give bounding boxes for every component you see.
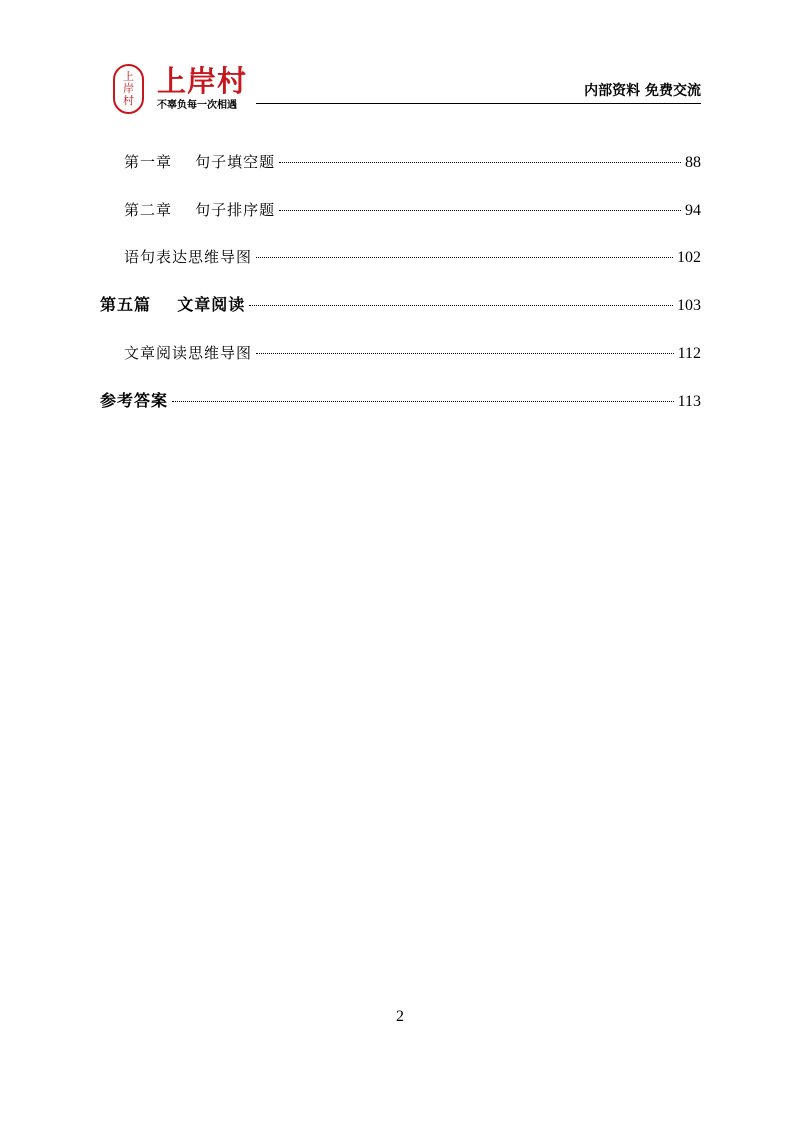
toc-entry[interactable] — [124, 151, 701, 173]
toc-entry-page: 102 — [677, 249, 701, 266]
logo-seal-text: 上 岸 村 — [123, 70, 134, 107]
toc-dot-leader — [172, 401, 674, 402]
toc-entry-title: 语句表达思维导图 — [124, 248, 253, 266]
toc-entry[interactable] — [124, 246, 701, 268]
brand-slogan: 不辜负每一次相遇 — [157, 100, 237, 111]
page-number: 2 — [396, 1008, 404, 1025]
toc-entry-page: 112 — [677, 345, 701, 362]
toc-section-page: 103 — [677, 297, 701, 314]
toc-entry-page: 94 — [685, 202, 701, 219]
toc-entry-title: 第一章 句子填空题 — [124, 153, 276, 171]
page-header — [0, 0, 800, 120]
brand-name: 上岸村 — [157, 64, 248, 98]
toc-entry-page: 88 — [685, 154, 701, 171]
logo-seal — [113, 64, 144, 114]
toc-section-title: 第五篇 文章阅读 — [100, 295, 246, 314]
toc-dot-leader — [249, 305, 673, 306]
toc-dot-leader — [256, 353, 674, 354]
toc-entry-title: 第二章 句子排序题 — [124, 201, 276, 219]
toc-dot-leader — [279, 210, 681, 211]
toc-entry[interactable] — [124, 342, 701, 364]
toc-entry[interactable] — [124, 199, 701, 221]
toc-section-title: 参考答案 — [100, 391, 169, 410]
header-note: 内部资料 免费交流 — [584, 83, 701, 99]
header-divider — [256, 103, 701, 104]
toc-dot-leader — [256, 257, 673, 258]
toc-dot-leader — [279, 162, 681, 163]
toc-entry-title: 文章阅读思维导图 — [124, 344, 253, 362]
toc-section-page: 113 — [677, 393, 701, 410]
toc-section-entry[interactable] — [100, 294, 701, 316]
toc-section-entry[interactable] — [100, 390, 701, 412]
